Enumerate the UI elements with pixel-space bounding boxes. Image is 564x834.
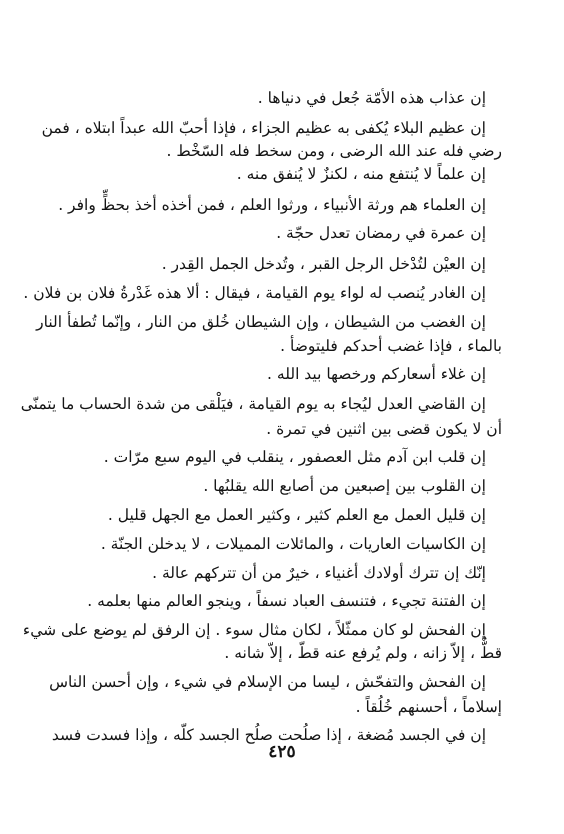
text-line: إن قليل العمل مع العلم كثير ، وكثير العمل مع الجهل قليل . — [107, 506, 486, 524]
text-line: إن عمرة في رمضان تعدل حجّة . — [276, 224, 486, 242]
text-line: إن الغضب من الشيطان ، وإن الشيطان خُلق من النار ، وإنّما تُطفأ النار — [36, 313, 486, 331]
text-line: إن عظيم البلاء يُكفى به عظيم الجزاء ، فإذا أحبّ الله عبداً ابتلاه ، فمن — [41, 119, 486, 137]
text-line: إسلاماً ، أحسنهم خُلُقاً . — [355, 698, 502, 716]
text-line: إن الغادر يُنصب له لواء يوم القيامة ، فيقال : ألا هذه غَدْرةُ فلان بن فلان . — [23, 284, 486, 302]
text-line: بالماء ، فإذا غضب أحدكم فليتوضأ . — [280, 337, 502, 355]
text-line: إن الفحش والتفحّش ، ليسا من الإسلام في شيء ، وإن أحسن الناس — [49, 673, 486, 691]
text-line: إن القاضي العدل ليُجاء به يوم القيامة ، فيَلْقى من شدة الحساب ما يتمنّى — [20, 395, 486, 413]
text-line: إن العيْن لتُدْخل الرجل القبر ، وتُدخل الجمل القِدر . — [161, 255, 486, 273]
text-line: إن علماً لا يُنتفع منه ، لكنزٌ لا يُنفق منه . — [236, 165, 486, 183]
text-line: إن القلوب بين إصبعين من أصابع الله يقلبُها . — [203, 477, 486, 495]
text-line: قطٌّ ، إلاّ زانه ، ولم يُرفع عنه قطّ ، إلاّ شانه . — [224, 644, 502, 662]
text-line: إن غلاء أسعاركم ورخصها بيد الله . — [267, 365, 486, 383]
text-line: إنّك إن تترك أولادك أغنياء ، خيرٌ من أن تتركهم عالة . — [152, 564, 486, 582]
page-number: ٤٢٥ — [268, 742, 296, 762]
text-line: إن الكاسيات العاريات ، والمائلات المميلات ، لا يدخلن الجنّة . — [100, 535, 486, 553]
text-line: إن العلماء هم ورثة الأنبياء ، ورثوا العلم ، فمن أخذه أخذ بحظٍّ وافر . — [58, 196, 486, 214]
text-line: إن الفتنة تجيء ، فتنسف العباد نسفاً ، وينجو العالم منها بعلمه . — [87, 592, 486, 610]
text-line: إن عذاب هذه الأمّة جُعل في دنياها . — [257, 89, 486, 107]
text-line: أن لا يكون قضى بين اثنين في تمرة . — [266, 420, 502, 438]
text-line: رضي فله عند الله الرضى ، ومن سخط فله السّخْط . — [166, 142, 502, 160]
text-line: إن الفحش لو كان ممثّلاً ، لكان مثال سوء . إن الرفق لم يوضع على شيء — [22, 621, 486, 639]
text-line: إن قلب ابن آدم مثل العصفور ، ينقلب في اليوم سبع مرّات . — [103, 448, 486, 466]
text-line: إن في الجسد مُضغة ، إذا صلُحت صلُح الجسد كلّه ، وإذا فسدت فسد — [51, 726, 486, 744]
